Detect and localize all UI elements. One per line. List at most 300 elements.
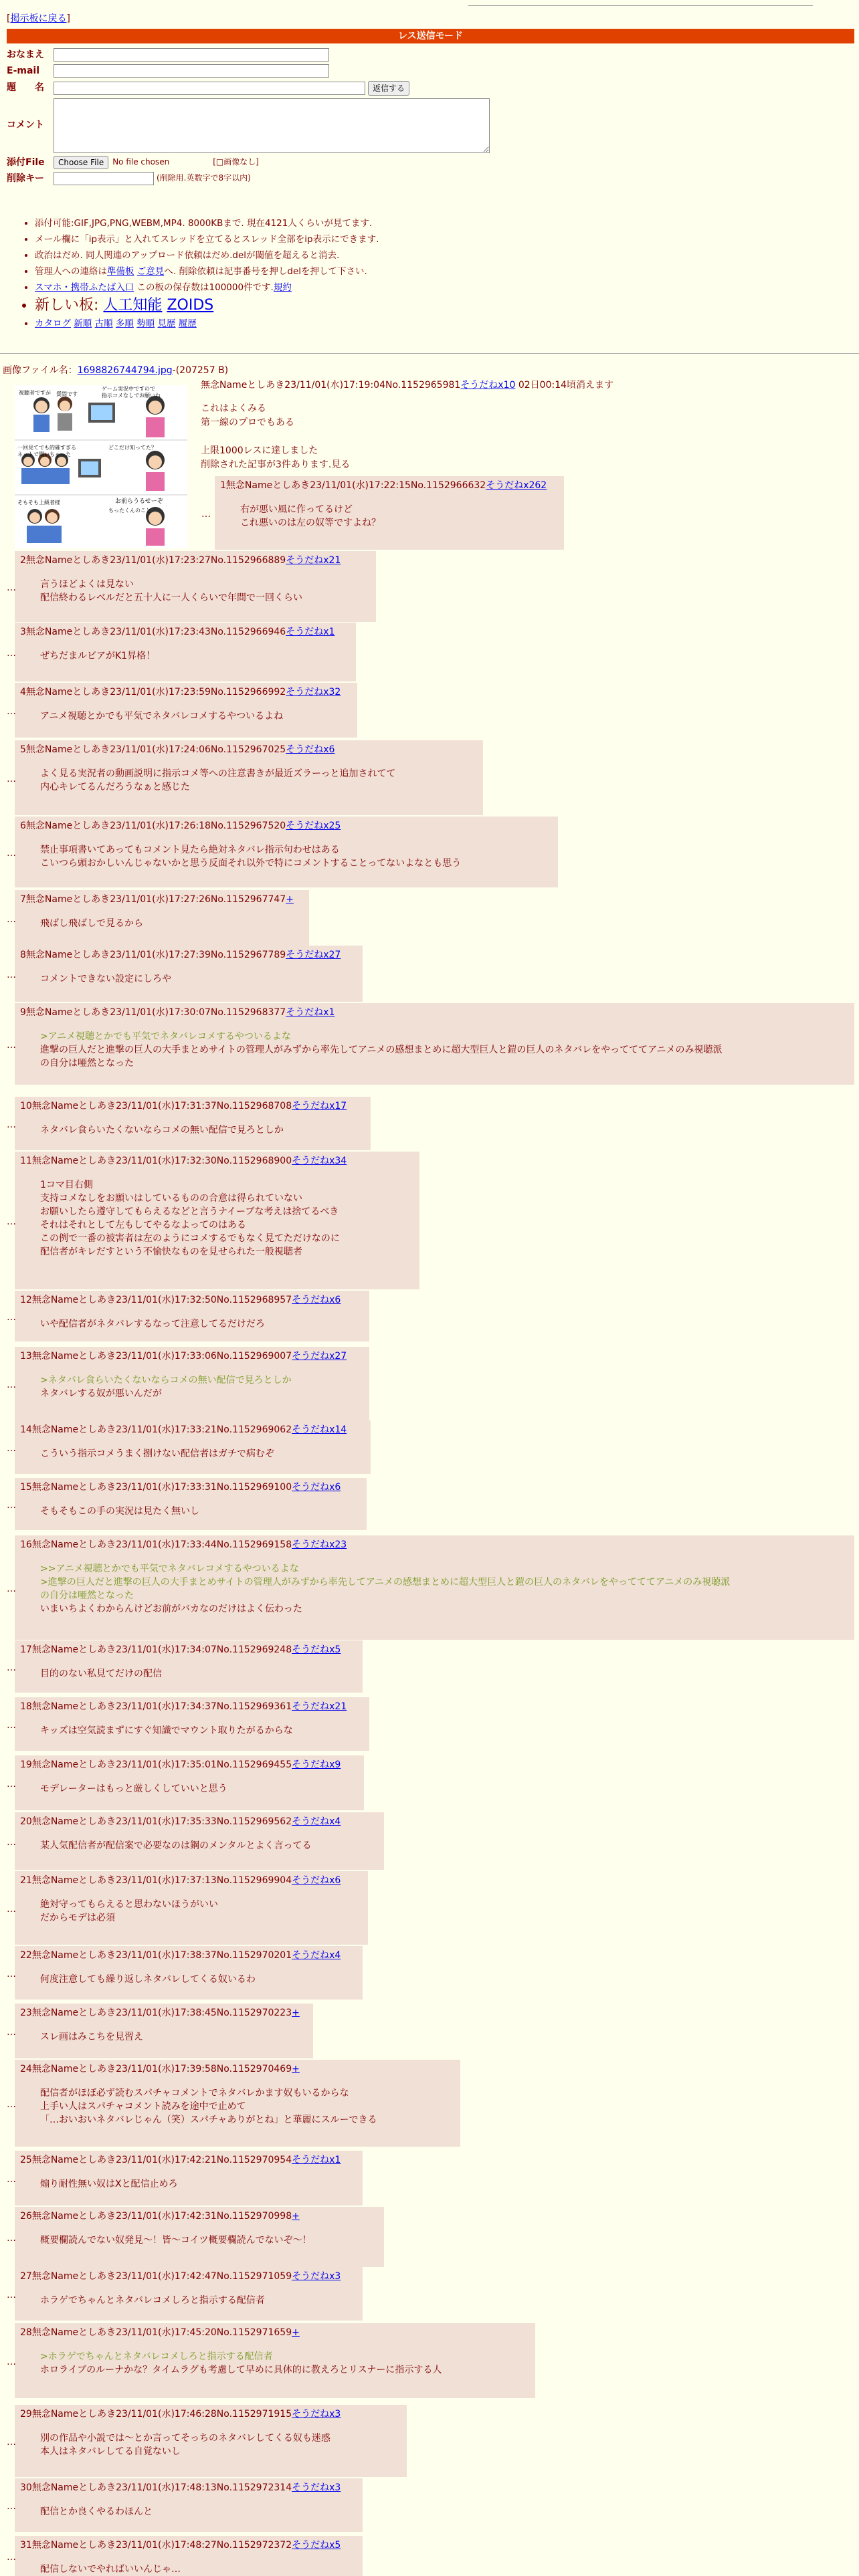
- reply-header: [20, 2062, 455, 2076]
- soudane-link[interactable]: そうだねx9: [292, 1759, 341, 1770]
- reply-header-text: 7無念Nameとしあき23/11/01(水)17:27:26No.1152967747: [20, 894, 286, 905]
- reply-indent-marker: …: [7, 2233, 16, 2244]
- op-header: [201, 379, 613, 393]
- reply-post: [15, 1097, 371, 1150]
- new-boards-label: 新しい板:: [35, 297, 99, 314]
- reply-header-text: 1無念Nameとしあき23/11/01(水)17:22:15No.1152966632: [220, 480, 486, 491]
- thumb-caption-5: 一回見てでも的確すぎる: [17, 445, 76, 451]
- reply-header-text: 12無念Nameとしあき23/11/01(水)17:32:50No.1152968957: [20, 1295, 292, 1305]
- sort-new-link[interactable]: 新順: [74, 318, 92, 329]
- reply-post: [15, 1347, 369, 1420]
- reply-header: [20, 2153, 357, 2167]
- reply-body: [40, 1123, 365, 1137]
- reply-header-text: 22無念Nameとしあき23/11/01(水)17:38:37No.1152970201: [20, 1950, 292, 1961]
- reply-header: [20, 1758, 359, 1772]
- reply-indent-marker: …: [7, 1312, 16, 1323]
- history-link[interactable]: 履歴: [178, 318, 197, 329]
- reply-body: [40, 972, 357, 986]
- catalog-links: [35, 316, 379, 332]
- bracket-close: ]: [66, 13, 70, 24]
- reply-post: [15, 1640, 363, 1693]
- soudane-link[interactable]: そうだねx262: [486, 480, 547, 491]
- reply-line: 絶対守ってもらえると思わないほうがいい: [40, 1899, 218, 1910]
- quote-line: の自分は唖然となった: [40, 1590, 134, 1601]
- soudane-link[interactable]: そうだねx27: [292, 1351, 347, 1362]
- board-notes: [20, 215, 379, 332]
- email-input[interactable]: [54, 64, 329, 78]
- soudane-link[interactable]: +: [292, 2064, 300, 2074]
- note-admin: [35, 263, 379, 280]
- reply-line: 配信しないでやればいいんじゃ…: [40, 2564, 181, 2575]
- name-input[interactable]: [54, 48, 329, 62]
- delete-key-input[interactable]: [54, 172, 154, 185]
- reply-indent-marker: …: [7, 914, 16, 925]
- reply-body: [40, 2234, 379, 2247]
- reply-header: [20, 1350, 364, 1363]
- reply-indent-marker: …: [7, 1584, 16, 1594]
- reply-line: ネタバレ食らいたくないならコメの無い配信で見ろとしか: [40, 1125, 284, 1136]
- reply-indent-marker: …: [7, 1216, 16, 1227]
- submit-reply-button[interactable]: 返信する: [368, 81, 409, 96]
- prep-board-link[interactable]: 準備板: [107, 266, 134, 277]
- reply-indent-marker: …: [7, 1720, 16, 1731]
- thumb-caption-7: どこだけ知ってた？: [108, 445, 157, 451]
- name-label: おなまえ: [7, 49, 44, 60]
- reply-body: [40, 710, 352, 723]
- op-image-info: [3, 364, 228, 377]
- reply-post: [15, 740, 483, 815]
- reply-body: [40, 1973, 357, 1986]
- reply-line: ホラゲでちゃんとネタバレコメしろと指示する配信者: [40, 2295, 265, 2306]
- reply-line: 上手い人はスパチャコメント読みを途中で止めて: [40, 2101, 246, 2112]
- image-file-size: -(207257 B): [172, 365, 229, 376]
- reply-post: [15, 2478, 363, 2532]
- soudane-link[interactable]: そうだねx27: [286, 950, 341, 960]
- op-post: [201, 379, 613, 472]
- reply-post: [15, 1152, 419, 1289]
- soudane-link[interactable]: そうだねx5: [292, 1644, 341, 1655]
- reply-header: [20, 1423, 365, 1436]
- top-rule: [468, 5, 813, 6]
- reply-header: [20, 554, 371, 567]
- catalog-link[interactable]: カタログ: [35, 318, 71, 329]
- reply-line: モデレーターはもっと厳しくしていいと思う: [40, 1784, 227, 1794]
- comment-label: コメント: [7, 120, 44, 131]
- reply-indent-marker: …: [7, 1380, 16, 1390]
- feedback-link[interactable]: ご意見: [136, 266, 165, 277]
- reply-body: [40, 1898, 363, 1925]
- soudane-link[interactable]: そうだねx1: [286, 627, 335, 637]
- op-soudane-link[interactable]: そうだねx10: [460, 380, 516, 391]
- op-line: [201, 430, 613, 444]
- reply-header: [20, 743, 478, 756]
- quote-line: >ネタバレ食らいたくないならコメの無い配信で見ろとしか: [40, 1375, 292, 1386]
- reply-line: そもそもこの手の実況は見たく無いし: [40, 1506, 199, 1517]
- reply-line: 「…おいおいネタバレじゃん（笑）スパチャありがとね」と華麗にスルーできる: [40, 2115, 377, 2125]
- reply-body: [40, 1317, 364, 1331]
- op-line: これはよくみる: [201, 403, 266, 414]
- reply-indent-marker: …: [7, 2501, 16, 2512]
- quote-line: >進撃の巨人だと進撃の巨人の大手まとめサイトの管理人がみずから率先してアニメの感想まとめに超大型巨人と鎧の巨人のネタバレをやってててアニメのみ視聴派: [40, 1577, 731, 1588]
- reply-indent-marker: …: [7, 1837, 16, 1848]
- delete-key-note: (削除用.英数字で8字以内): [157, 173, 251, 183]
- reply-post: [15, 2060, 460, 2147]
- reply-header-text: 20無念Nameとしあき23/11/01(水)17:35:33No.1152969562: [20, 1816, 292, 1827]
- reply-header-text: 2無念Nameとしあき23/11/01(水)17:23:27No.1152966889: [20, 555, 286, 566]
- reply-header: [20, 819, 553, 833]
- thumb-caption-8: そもそも上級者様: [17, 500, 60, 506]
- reply-indent-marker: …: [7, 1662, 16, 1673]
- soudane-link[interactable]: そうだねx5: [292, 2540, 341, 2551]
- reply-indent-marker: …: [201, 509, 211, 520]
- soudane-link[interactable]: そうだねx17: [292, 1101, 347, 1111]
- op-header-text: 無念Nameとしあき23/11/01(水)17:19:04No.1152965981: [201, 380, 461, 391]
- reply-header-text: 30無念Nameとしあき23/11/01(水)17:48:13No.1152972314: [20, 2482, 292, 2493]
- reply-header: [20, 1006, 849, 1019]
- reply-body: [40, 1782, 359, 1796]
- thumb-caption-9: お前らうるせーぞ: [115, 498, 163, 505]
- reply-header-text: 3無念Nameとしあき23/11/01(水)17:23:43No.1152966946: [20, 627, 286, 637]
- reply-line: お願いしたら遵守してもらえるなどと言うナイーブな考えは捨てるべき: [40, 1206, 339, 1217]
- op-thumbnail[interactable]: [15, 385, 187, 548]
- back-to-board: [7, 12, 70, 25]
- reply-header-text: 21無念Nameとしあき23/11/01(水)17:37:13No.1152969904: [20, 1875, 292, 1886]
- reply-header-text: 6無念Nameとしあき23/11/01(水)17:26:18No.1152967520: [20, 821, 286, 831]
- reply-body: [40, 917, 304, 930]
- op-line: 第一線のプロでもある: [201, 417, 294, 428]
- soudane-link[interactable]: そうだねx1: [286, 1007, 335, 1018]
- reply-line: 禁止事項書いてあってもコメント見たら絶対ネタバレ指示句わせはある: [40, 845, 340, 855]
- thumb-caption-4: 指示コメなしでお願いね: [102, 393, 161, 399]
- reply-line: だからモデは必須: [40, 1913, 115, 1923]
- reply-header-text: 16無念Nameとしあき23/11/01(水)17:33:44No.1152969158: [20, 1539, 292, 1550]
- reply-line: いまいちよくわからんけどお前がバカなのだけはよく伝わった: [40, 1604, 302, 1614]
- op-expire: 02日00:14頃消えます: [518, 380, 614, 391]
- reply-post: [15, 2151, 363, 2206]
- reply-header-text: 14無念Nameとしあき23/11/01(水)17:33:21No.1152969062: [20, 1424, 292, 1435]
- reply-header: [20, 1949, 357, 1962]
- reply-header-text: 15無念Nameとしあき23/11/01(水)17:33:31No.1152969100: [20, 1482, 292, 1493]
- file-status: No file chosen: [112, 157, 170, 167]
- reply-body: [40, 1505, 361, 1518]
- reply-post: [15, 1291, 369, 1341]
- reply-header: [20, 625, 351, 639]
- reply-header: [20, 948, 357, 962]
- reply-header: [220, 479, 559, 492]
- reply-line: 配信者がほぼ必ず読むスパチャコメントでネタバレかます奴もいるからな: [40, 2088, 349, 2099]
- reply-line: この例で一番の被害者は左のようにコメするでもなく見てただけなのに: [40, 1233, 340, 1244]
- reply-line: ぜちだまルビアがK1昇格！: [40, 651, 156, 661]
- reply-body: [40, 2350, 530, 2377]
- reply-body: [40, 1562, 849, 1616]
- reply-mode-bar: レス送信モード: [7, 29, 854, 43]
- soudane-link[interactable]: そうだねx6: [286, 744, 335, 755]
- reply-post: [15, 890, 309, 946]
- board-link-ai[interactable]: 人工知能: [103, 297, 163, 314]
- reply-body: [40, 767, 478, 794]
- soudane-link[interactable]: そうだねx25: [286, 821, 341, 831]
- reply-header-text: 18無念Nameとしあき23/11/01(水)17:34:37No.1152969361: [20, 1701, 292, 1712]
- reply-body: [40, 578, 371, 605]
- note-politics: • 政治はだめ. 同人関連のアップロード依頼はだめ.delが閾値を超えると消去.: [35, 247, 379, 263]
- soudane-link[interactable]: そうだねx3: [292, 2409, 341, 2420]
- bracket-open: [: [7, 13, 11, 24]
- reply-line: 配信終わるレベルだと五十人に一人くらいで年間で一回くらい: [40, 593, 302, 603]
- reply-line: スレ画はみこちを見習え: [40, 2032, 143, 2042]
- reply-header-text: 24無念Nameとしあき23/11/01(水)17:39:58No.1152970469: [20, 2064, 292, 2074]
- reply-indent-marker: …: [7, 1500, 16, 1511]
- reply-header: [20, 2407, 401, 2421]
- reply-line: 煽り耐性無い奴はXと配信止めろ: [40, 2179, 178, 2189]
- quote-line: >ホラゲでちゃんとネタバレコメしろと指示する配信者: [40, 2351, 273, 2362]
- reply-line: 言うほどよくは見ない: [40, 579, 134, 590]
- reply-post: [15, 2405, 407, 2477]
- reply-post: [215, 476, 564, 550]
- soudane-link[interactable]: そうだねx3: [292, 2482, 341, 2493]
- thumb-caption-1: 視聴者ですが: [19, 390, 51, 396]
- reply-post: [15, 1003, 854, 1085]
- reply-header-text: 11無念Nameとしあき23/11/01(水)17:32:30No.1152968900: [20, 1156, 292, 1166]
- reply-header: [20, 893, 304, 906]
- reply-header: [20, 2006, 308, 2020]
- reply-indent-marker: …: [7, 2174, 16, 2185]
- reply-indent-marker: …: [7, 582, 16, 593]
- reply-line: 某人気配信者が配信案で必要なのは鋼のメンタルとよく言ってる: [40, 1840, 312, 1851]
- reply-body: [40, 2432, 401, 2458]
- reply-indent-marker: …: [7, 2290, 16, 2300]
- reply-header-text: 28無念Nameとしあき23/11/01(水)17:45:20No.1152971659: [20, 2327, 292, 2338]
- soudane-link[interactable]: そうだねx6: [292, 1482, 341, 1493]
- reply-line: 支持コメなしをお願いはしているものの合意は得られていない: [40, 1193, 302, 1204]
- back-to-board-link[interactable]: 掲示板に戻る: [10, 13, 67, 24]
- soudane-link[interactable]: そうだねx21: [286, 555, 341, 566]
- delete-key-label: 削除キー: [7, 173, 44, 184]
- reply-indent-marker: …: [7, 1119, 16, 1130]
- reply-header-text: 8無念Nameとしあき23/11/01(水)17:27:39No.1152967789: [20, 950, 286, 960]
- reply-body: [40, 2505, 357, 2518]
- reply-line: 目的のない私見てだけの配信: [40, 1669, 162, 1679]
- reply-header: [20, 2210, 379, 2223]
- reply-indent-marker: …: [7, 2099, 16, 2110]
- reply-post: [15, 1697, 369, 1751]
- reply-line: コメントできない設定にしろや: [40, 974, 171, 984]
- file-label: 添付File: [7, 156, 45, 168]
- reply-body: [40, 1178, 414, 1259]
- soudane-link[interactable]: そうだねx23: [292, 1539, 347, 1550]
- image-file-link[interactable]: 1698826744794.jpg: [77, 365, 173, 376]
- reply-body: [40, 1724, 364, 1737]
- reply-header: [20, 1293, 364, 1307]
- reply-line: キッズは空気読まずにすぐ知識でマウント取りたがるからな: [40, 1725, 293, 1736]
- reply-line: 何度注意しても繰り返しネタバレしてくる奴いるわ: [40, 1974, 256, 1985]
- reply-line: こいつら頭おかしいんじゃないかと思う反面それ以外で特にコメントすることってないよなとも思う: [40, 858, 462, 869]
- reply-post: [15, 551, 376, 622]
- reply-header-text: 17無念Nameとしあき23/11/01(水)17:34:07No.1152969248: [20, 1644, 292, 1655]
- reply-header: [20, 1700, 364, 1713]
- image-file-label: 画像ファイル名：: [3, 365, 78, 376]
- reply-post: [15, 1812, 384, 1870]
- note-admin-text2: へ. 削除依頼は記事番号を押しdelを押して下さい.: [164, 266, 367, 277]
- viewed-history-link[interactable]: 見歴: [157, 318, 176, 329]
- reply-body: [40, 1447, 365, 1461]
- note-save-count: この板の保存数は100000件です.: [134, 282, 274, 293]
- thumb-caption-6: ネットで聞いちゃった: [17, 451, 71, 457]
- reply-line: それはそれとして左もしてやるなよってのはある: [40, 1220, 246, 1230]
- reply-body: [40, 2563, 357, 2576]
- reply-line: いや配信者がネタバレするなって注意してるだけだろ: [40, 1319, 265, 1329]
- note-ip: • メール欄に「ip表示」と入れてスレッドを立てるとスレッド全部をip表示にできます.: [35, 231, 379, 247]
- comic-thumbnail-image: [15, 385, 187, 548]
- subject-input[interactable]: [54, 82, 365, 95]
- note-admin-text: 管理人への連絡は: [35, 266, 107, 277]
- no-image-checkbox[interactable]: [□画像なし]: [213, 157, 259, 167]
- board-link-zoids[interactable]: ZOIDS: [167, 297, 214, 314]
- reply-post: [15, 623, 356, 681]
- reply-header-text: 19無念Nameとしあき23/11/01(水)17:35:01No.1152969455: [20, 1759, 292, 1770]
- reply-indent-marker: …: [7, 2357, 16, 2367]
- new-boards: [35, 296, 379, 316]
- reply-header: [20, 1154, 414, 1168]
- sort-momentum-link[interactable]: 勢順: [136, 318, 155, 329]
- soudane-link[interactable]: そうだねx6: [292, 1295, 341, 1305]
- mobile-entrance-link[interactable]: スマホ・携帯ふたば入口: [35, 282, 134, 293]
- section-divider: [0, 353, 859, 354]
- reply-body: [40, 2030, 308, 2044]
- reply-line: 概要欄読んでない奴発見～！皆～コイツ概要欄読んでないぞ～！: [40, 2235, 312, 2246]
- reply-indent-marker: …: [7, 2437, 16, 2448]
- reply-indent-marker: …: [7, 2552, 16, 2563]
- quote-line: >>アニメ視聴とかでも平気でネタバレコメするやついるよな: [40, 1564, 299, 1574]
- reply-indent-marker: …: [7, 1443, 16, 1454]
- reply-post: [15, 2536, 363, 2576]
- comment-textarea[interactable]: [54, 98, 490, 153]
- reply-line: 進撃の巨人だと進撃の巨人の大手まとめサイトの管理人がみずから率先してアニメの感想まとめに超大型巨人と鎧の巨人のネタバレをやってててアニメのみ視聴派: [40, 1045, 723, 1055]
- soudane-link[interactable]: そうだねx3: [292, 2271, 341, 2282]
- soudane-link[interactable]: そうだねx21: [292, 1701, 347, 1712]
- note-mobile: [35, 280, 379, 296]
- reply-header-text: 29無念Nameとしあき23/11/01(水)17:46:28No.1152971915: [20, 2409, 292, 2420]
- subject-label: 題 名: [7, 82, 44, 94]
- reply-line: アニメ視聴とかでも平気でネタバレコメするやついるよね: [40, 711, 284, 722]
- reply-header: [20, 1815, 379, 1828]
- reply-header: [20, 2481, 357, 2494]
- reply-header: [20, 2539, 357, 2552]
- op-line: 削除された記事が3件あります.見る: [201, 459, 351, 470]
- reply-post: [15, 2207, 384, 2267]
- reply-header-text: 4無念Nameとしあき23/11/01(水)17:23:59No.1152966992: [20, 687, 286, 697]
- reply-body: [40, 843, 553, 870]
- thumb-caption-3: ゲーム実況中ですので: [102, 386, 155, 392]
- reply-indent-marker: …: [7, 1904, 16, 1915]
- reply-line: こういう指示コメうまく捌けない配信者はガチで病むぞ: [40, 1448, 274, 1459]
- soudane-link[interactable]: そうだねx6: [292, 1875, 341, 1886]
- reply-indent-marker: …: [7, 1040, 16, 1051]
- reply-body: [40, 1374, 364, 1400]
- reply-line: 配信者がキレだすという不愉快なものを見せられた一般視聴者: [40, 1247, 302, 1257]
- sort-many-link[interactable]: 多順: [115, 318, 134, 329]
- soudane-link[interactable]: +: [292, 2008, 300, 2018]
- reply-indent-marker: …: [7, 774, 16, 784]
- reply-post: [15, 1535, 854, 1640]
- reply-post: [15, 683, 357, 738]
- quote-line: >アニメ視聴とかでも平気でネタバレコメするやついるよな: [40, 1031, 291, 1042]
- reply-header-text: 10無念Nameとしあき23/11/01(水)17:31:37No.1152968708: [20, 1101, 292, 1111]
- soudane-link[interactable]: そうだねx34: [292, 1156, 347, 1166]
- reply-header-text: 9無念Nameとしあき23/11/01(水)17:30:07No.1152968377: [20, 1007, 286, 1018]
- reply-indent-marker: …: [7, 2027, 16, 2038]
- reply-header-text: 5無念Nameとしあき23/11/01(水)17:24:06No.1152967025: [20, 744, 286, 755]
- email-label: E-mail: [7, 66, 40, 77]
- note-upload: • 添付可能:GIF,JPG,PNG,WEBM,MP4. 8000KBまで. 現在4121人くらいが見てます.: [35, 215, 379, 231]
- soudane-link[interactable]: +: [292, 2211, 300, 2222]
- soudane-link[interactable]: そうだねx4: [292, 1950, 341, 1961]
- reply-header: [20, 2326, 530, 2339]
- reply-post: [15, 1946, 363, 2000]
- soudane-link[interactable]: +: [292, 2327, 300, 2338]
- reply-body: [240, 503, 559, 530]
- reply-header-text: 26無念Nameとしあき23/11/01(水)17:42:31No.1152970998: [20, 2211, 292, 2222]
- reply-indent-marker: …: [7, 648, 16, 659]
- reply-header: [20, 1481, 361, 1494]
- reply-body: [40, 2294, 357, 2307]
- soudane-link[interactable]: そうだねx14: [292, 1424, 347, 1435]
- soudane-link[interactable]: そうだねx4: [292, 1816, 341, 1827]
- reply-body: [40, 1667, 357, 1681]
- reply-line: 右が悪い風に作ってるけど: [240, 504, 353, 515]
- reply-post: [15, 1478, 367, 1530]
- reply-body: [40, 1030, 849, 1070]
- reply-header: [20, 1874, 363, 1887]
- sort-old-link[interactable]: 古順: [94, 318, 113, 329]
- reply-line: 1コマ目右側: [40, 1180, 93, 1190]
- reply-header-text: 31無念Nameとしあき23/11/01(水)17:48:27No.1152972372: [20, 2540, 292, 2551]
- reply-line: 配信とか良くやるわほんと: [40, 2506, 153, 2517]
- reply-line: よく見る実況者の動画説明に指示コメ等への注意書きが最近ズラーっと追加されてて: [40, 768, 396, 779]
- reply-post: [15, 1420, 371, 1474]
- reply-line: ネタバレする奴が悪いんだが: [40, 1388, 162, 1399]
- soudane-link[interactable]: +: [286, 894, 294, 905]
- reply-post: [15, 2004, 313, 2058]
- soudane-link[interactable]: そうだねx32: [286, 687, 341, 697]
- reply-post: [15, 946, 363, 1002]
- reply-header-text: 25無念Nameとしあき23/11/01(水)17:42:21No.1152970954: [20, 2155, 292, 2165]
- reply-indent-marker: …: [7, 970, 16, 980]
- reply-body: [40, 649, 351, 663]
- reply-header-text: 27無念Nameとしあき23/11/01(水)17:42:47No.1152971059: [20, 2271, 292, 2282]
- reply-post: [15, 1871, 368, 1945]
- reply-indent-marker: …: [7, 1779, 16, 1790]
- thumb-caption-2: 質問です: [56, 391, 78, 397]
- reply-line: 別の作品や小説では～とか言ってそっちのネタバレしてくる奴も迷惑: [40, 2433, 330, 2444]
- reply-post: [15, 2323, 535, 2398]
- reply-header: [20, 1099, 365, 1113]
- reply-indent-marker: …: [7, 1969, 16, 1979]
- reply-line: 内心キレてるんだろうなぁと感じた: [40, 782, 190, 792]
- terms-link[interactable]: 規約: [273, 282, 292, 293]
- op-line: 上限1000レスに達しました: [201, 445, 318, 456]
- reply-body: [40, 2177, 357, 2191]
- reply-line: 本人はネタバレしてる自覚ないし: [40, 2446, 181, 2457]
- reply-body: [40, 1839, 379, 1852]
- reply-line: これ悪いのは左の奴等ですよね？: [240, 518, 381, 528]
- choose-file-button[interactable]: Choose File: [54, 156, 108, 169]
- reply-header: [20, 2270, 357, 2283]
- reply-header: [20, 1643, 357, 1656]
- soudane-link[interactable]: そうだねx1: [292, 2155, 341, 2165]
- reply-header: [20, 685, 352, 699]
- reply-body: [40, 2086, 455, 2127]
- reply-line: 飛ばし飛ばしで見るから: [40, 918, 143, 929]
